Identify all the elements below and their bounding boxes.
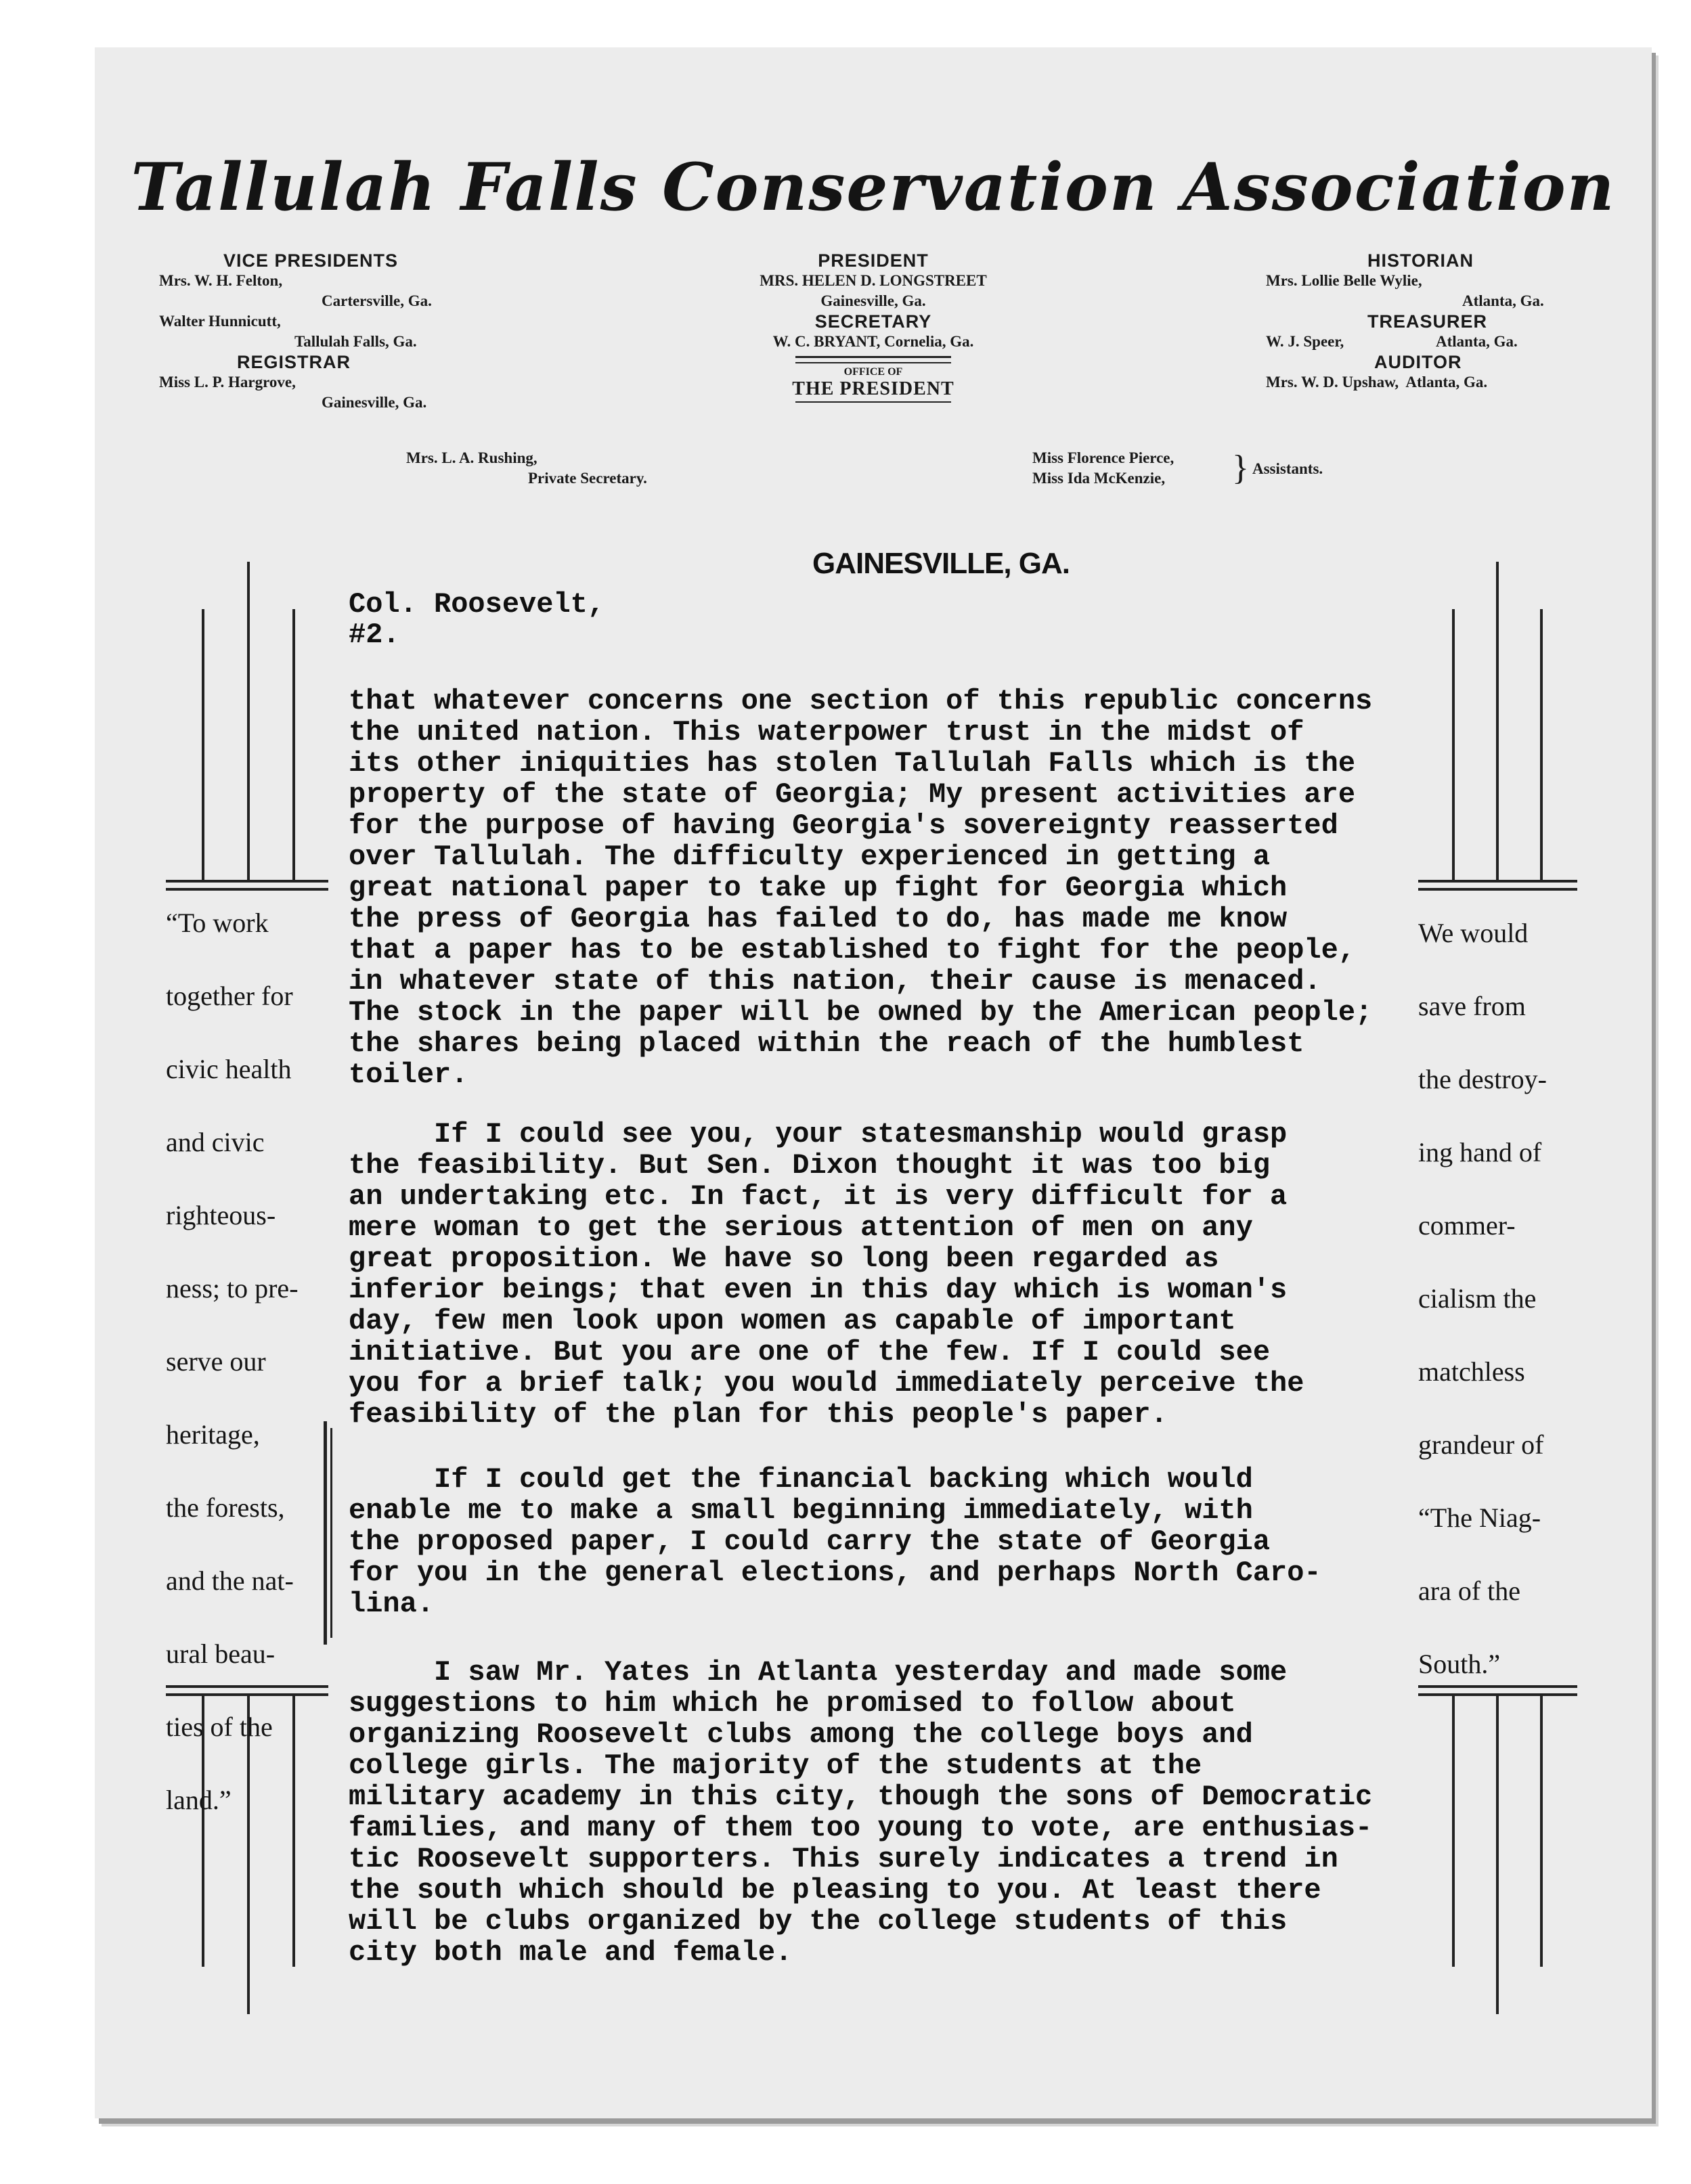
brace-icon: } bbox=[1232, 449, 1249, 487]
assistant-1: Miss Florence Pierce, bbox=[1032, 449, 1174, 466]
vp1-place: Cartersville, Ga. bbox=[322, 292, 432, 309]
quote-line: ural beau- bbox=[166, 1639, 276, 1669]
treasurer-place: Atlanta, Ga. bbox=[1436, 333, 1518, 350]
quote-line: heritage, bbox=[166, 1419, 260, 1450]
president-name: MRS. HELEN D. LONGSTREET bbox=[760, 272, 987, 289]
margin-mark bbox=[324, 1421, 327, 1645]
private-secretary bbox=[406, 448, 745, 489]
addressee: Col. Roosevelt, bbox=[349, 588, 605, 621]
letter-sheet bbox=[95, 47, 1652, 2118]
secretary-heading: SECRETARY bbox=[814, 311, 932, 332]
registrar-place: Gainesville, Ga. bbox=[322, 394, 427, 411]
quote-line: commer- bbox=[1418, 1210, 1516, 1241]
ornament-line bbox=[292, 609, 295, 880]
historian-place: Atlanta, Ga. bbox=[1462, 292, 1544, 309]
quote-line: cialism the bbox=[1418, 1283, 1537, 1314]
treasurer-name: W. J. Speer, bbox=[1266, 333, 1344, 350]
vp2-place: Tallulah Falls, Ga. bbox=[294, 333, 417, 350]
assistants-block bbox=[1032, 448, 1384, 489]
city-heading: GAINESVILLE, GA. bbox=[812, 547, 1070, 580]
quote-line: South.” bbox=[1418, 1649, 1501, 1679]
the-president-label: THE PRESIDENT bbox=[792, 378, 954, 399]
divider bbox=[795, 356, 951, 358]
vp-heading: VICE PRESIDENTS bbox=[223, 250, 399, 271]
page-number: #2. bbox=[349, 619, 400, 651]
assistants-label: Assistants. bbox=[1252, 460, 1323, 477]
divider bbox=[795, 401, 951, 403]
historian-heading: HISTORIAN bbox=[1367, 250, 1474, 271]
quote-line: matchless bbox=[1418, 1356, 1525, 1387]
quote-line: “The Niag- bbox=[1418, 1502, 1541, 1533]
quote-line: the destroy- bbox=[1418, 1064, 1547, 1094]
officers-left bbox=[159, 250, 511, 413]
officers-center bbox=[697, 250, 1049, 405]
letterhead-title: Tallulah Falls Conservation Association bbox=[131, 149, 1616, 225]
quote-line: We would bbox=[1418, 918, 1529, 948]
paragraph-4: I saw Mr. Yates in Atlanta yesterday and made some suggestions to him which he promised to follow about organizing Roosevelt clubs among the college boys and college girls. The majority of the students at the military academy in this city, though the sons of Democratic families, and many of them too young to vote, are enthusias- tic Roosevelt supporters. This surely indicates a trend in the south which should be pleasing to you. At least there will be clubs organized by the college students of this city both male and female. bbox=[349, 1656, 1373, 1969]
quote-line: and the nat- bbox=[166, 1565, 294, 1596]
quote-line: serve our bbox=[166, 1346, 266, 1377]
officers-right bbox=[1266, 250, 1625, 393]
quote-line: together for bbox=[166, 981, 293, 1011]
quote-line: and civic bbox=[166, 1127, 265, 1157]
divider bbox=[795, 362, 951, 363]
historian-name: Mrs. Lollie Belle Wylie, bbox=[1266, 272, 1422, 289]
quote-line: the forests, bbox=[166, 1492, 285, 1523]
quote-line: ties of the bbox=[166, 1712, 273, 1742]
paragraph-3: If I could get the financial backing which would enable me to make a small beginning immediately, with the proposed paper, I could carry the state of Georgia for you in the general elections, and perhaps North Caro- lina. bbox=[349, 1463, 1321, 1620]
quote-line: “To work bbox=[166, 908, 269, 938]
quote-line: save from bbox=[1418, 991, 1526, 1021]
paragraph-1: that whatever concerns one section of this republic concerns the united nation. This waterpower trust in the midst of its other iniquities has stolen Tallulah Falls which is the property of the state of Georgia; My present activities are for the purpose of having Georgia's sovereignty reasserted over Tallulah. The difficulty experienced in getting a great national paper to take up fight for Georgia which the press of Georgia has failed to do, has made me know that a paper has to be established to fight for the people, in whatever state of this nation, their cause is menaced. The stock in the paper will be owned by the American people; the shares being placed within the reach of the humblest toiler. bbox=[349, 685, 1373, 1091]
ornament-bar bbox=[166, 880, 328, 883]
registrar-heading: REGISTRAR bbox=[237, 352, 351, 372]
private-secretary-name: Mrs. L. A. Rushing, bbox=[406, 449, 537, 466]
treasurer-heading: TREASURER bbox=[1367, 311, 1488, 332]
vp1-name: Mrs. W. H. Felton, bbox=[159, 272, 283, 289]
quote-line: ara of the bbox=[1418, 1576, 1521, 1606]
quote-line: ness; to pre- bbox=[166, 1273, 299, 1303]
private-secretary-title: Private Secretary. bbox=[528, 470, 647, 487]
office-of-label: OFFICE OF bbox=[843, 366, 903, 378]
quote-line: land.” bbox=[166, 1785, 232, 1815]
treasurer-line bbox=[1266, 332, 1625, 352]
ornament-line bbox=[202, 609, 204, 880]
president-place: Gainesville, Ga. bbox=[820, 292, 926, 309]
quote-line: righteous- bbox=[166, 1200, 276, 1230]
quote-line: civic health bbox=[166, 1054, 292, 1084]
registrar-name: Miss L. P. Hargrove, bbox=[159, 374, 296, 391]
left-quote bbox=[166, 887, 322, 1837]
auditor-line: Mrs. W. D. Upshaw, Atlanta, Ga. bbox=[1266, 374, 1488, 391]
paragraph-2: If I could see you, your statesmanship would grasp the feasibility. But Sen. Dixon thought it was too big an undertaking etc. In fact, it is very difficult for a mere woman to get the serious attention of men on any great proposition. We have so long been regarded as inferior beings; that even in this day which is woman's day, few men look upon women as capable of important initiative. But you are one of the few. If I could see you for a brief talk; you would immediately perceive the feasibility of the plan for this people's paper. bbox=[349, 1118, 1304, 1431]
assistant-2: Miss Ida McKenzie, bbox=[1032, 470, 1166, 487]
president-heading: PRESIDENT bbox=[818, 250, 929, 271]
quote-line: ing hand of bbox=[1418, 1137, 1542, 1167]
quote-line: grandeur of bbox=[1418, 1429, 1544, 1460]
margin-mark bbox=[330, 1428, 332, 1638]
auditor-heading: AUDITOR bbox=[1374, 352, 1462, 372]
vp2-name: Walter Hunnicutt, bbox=[159, 313, 281, 330]
secretary-name: W. C. BRYANT, Cornelia, Ga. bbox=[772, 333, 974, 350]
ornament-line bbox=[247, 562, 250, 880]
